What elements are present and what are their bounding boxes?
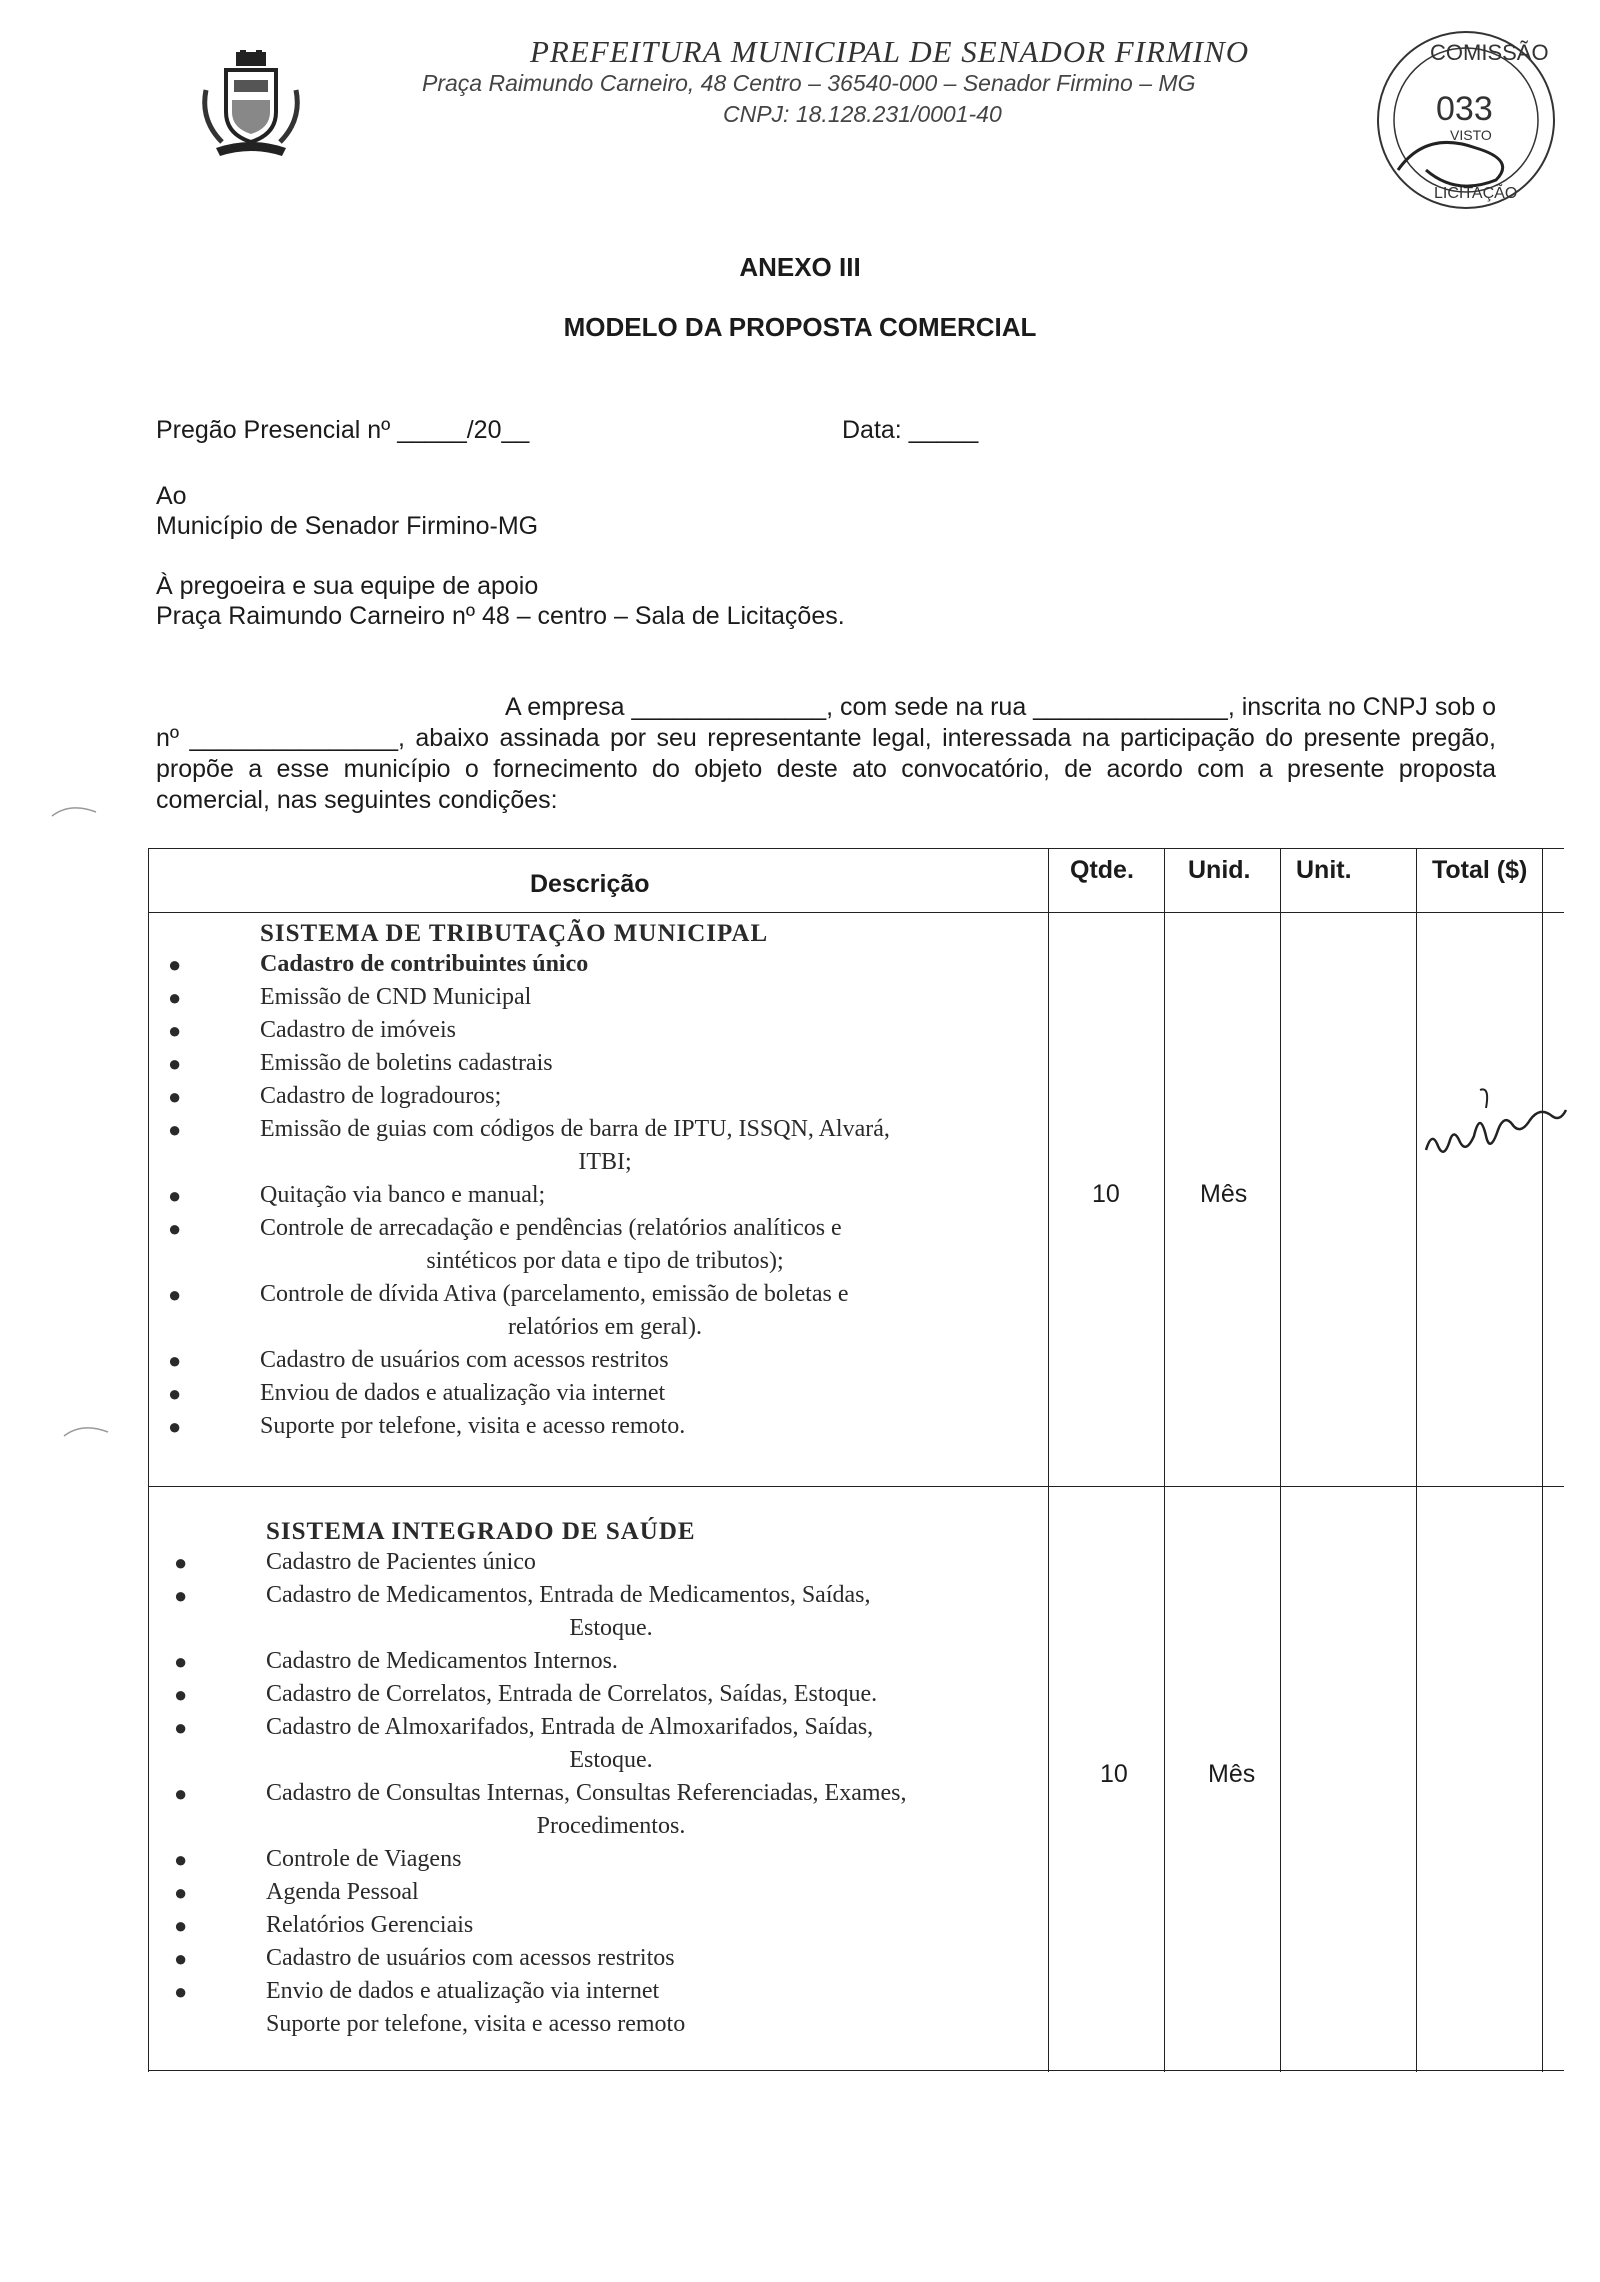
list-item: ● Quitação via banco e manual; (168, 1182, 546, 1208)
header-cnpj: CNPJ: 18.128.231/0001-40 (723, 101, 1002, 127)
list-item: ● Cadastro de usuários com acessos restritos (168, 1347, 669, 1373)
list-item: ● Cadastro de Pacientes único (174, 1549, 536, 1575)
list-item: ● Controle de Viagens (174, 1846, 462, 1872)
pregao-line: Pregão Presencial nº _____/20__ (156, 416, 530, 444)
list-item: ● Cadastro de usuários com acessos restritos (174, 1945, 675, 1971)
model-title: MODELO DA PROPOSTA COMERCIAL (563, 312, 1037, 342)
header-unit: Unit. (1296, 856, 1352, 884)
row-saude-title: SISTEMA INTEGRADO DE SAÚDE (266, 1518, 696, 1545)
list-item: ● Emissão de CND Municipal (168, 984, 532, 1010)
list-item: ● Cadastro de contribuintes único (168, 951, 589, 977)
list-item: ● Cadastro de Medicamentos Internos. (174, 1648, 618, 1674)
paragraph-rest: nº _______________, abaixo assinada por seu representante legal, interessada na participação do presente pregão, propõe a esse município o fornecimento do objeto deste ato convocatório, de acordo com a presente proposta comercial, nas seguintes condições: (156, 724, 1496, 814)
list-item: ● Controle de dívida Ativa (parcelamento, emissão de boletas e relatórios em geral). (168, 1281, 849, 1340)
stamp-page-number: 033 (1436, 90, 1493, 128)
margin-hole-mark-icon (50, 800, 100, 820)
proposal-table (148, 848, 1564, 2072)
list-item: ● Cadastro de Medicamentos, Entrada de Medicamentos, Saídas, Estoque. (174, 1582, 871, 1641)
row-tributacao-description (168, 920, 1040, 1443)
commission-stamp-icon (1366, 20, 1566, 220)
list-item: ● Emissão de guias com códigos de barra de IPTU, ISSQN, Alvará, ITBI; (168, 1116, 890, 1175)
recipient-pregoeira: À pregoeira e sua equipe de apoio (156, 572, 539, 600)
header-unid: Unid. (1188, 856, 1251, 884)
annex-title: ANEXO III (739, 252, 861, 282)
recipient-ao: Ao (156, 482, 187, 510)
list-item: ● Cadastro de logradouros; (168, 1083, 502, 1109)
list-item: ● Agenda Pessoal (174, 1879, 419, 1905)
list-item: ● Enviou de dados e atualização via internet (168, 1380, 666, 1406)
stamp-top-text: COMISSÃO (1430, 40, 1549, 65)
handwritten-initials-icon (1420, 1080, 1570, 1170)
header-qtde: Qtde. (1070, 856, 1134, 884)
list-item: ● Emissão de boletins cadastrais (168, 1050, 553, 1076)
list-item: ● Cadastro de Correlatos, Entrada de Correlatos, Saídas, Estoque. (174, 1681, 878, 1707)
header-total: Total ($) (1432, 856, 1528, 884)
row-saude-unid: Mês (1208, 1760, 1256, 1788)
stamp-signature-icon (1398, 142, 1503, 186)
list-item: ● Controle de arrecadação e pendências (relatórios analíticos e sintéticos por data e tipo de tributos); (168, 1215, 842, 1274)
list-item: ● Relatórios Gerenciais (174, 1912, 474, 1938)
municipal-crest-icon (196, 50, 306, 160)
header-address: Praça Raimundo Carneiro, 48 Centro – 36540-000 – Senador Firmino – MG (422, 70, 1196, 96)
row-tributacao-qtde: 10 (1092, 1180, 1120, 1208)
date-line: Data: _____ (842, 416, 979, 444)
margin-hole-mark-icon (62, 1420, 112, 1440)
list-item: ● Suporte por telefone, visita e acesso remoto. (168, 1413, 686, 1439)
list-item: ● Cadastro de Consultas Internas, Consultas Referenciadas, Exames, Procedimentos. (174, 1780, 907, 1839)
stamp-middle-text: VISTO (1450, 127, 1492, 143)
paragraph-lead: A empresa ______________, com sede na rua ______________, inscrita no CNPJ sob o (505, 693, 1496, 721)
list-item: ● Cadastro de imóveis (168, 1017, 456, 1043)
proposal-paragraph (156, 692, 1496, 816)
recipient-municipio: Município de Senador Firmino-MG (156, 512, 539, 540)
row-saude-description (174, 1518, 1046, 2041)
header-descricao: Descrição (530, 870, 650, 898)
list-item: Suporte por telefone, visita e acesso remoto (266, 2011, 686, 2037)
list-item: ● Cadastro de Almoxarifados, Entrada de Almoxarifados, Saídas, Estoque. (174, 1714, 874, 1773)
row-tributacao-unid: Mês (1200, 1180, 1248, 1208)
stamp-bottom-text: LICITAÇÃO (1434, 185, 1518, 202)
list-item: ● Envio de dados e atualização via internet (174, 1978, 660, 2004)
row-saude-qtde: 10 (1100, 1760, 1128, 1788)
row-tributacao-title: SISTEMA DE TRIBUTAÇÃO MUNICIPAL (260, 920, 769, 947)
header-title: PREFEITURA MUNICIPAL DE SENADOR FIRMINO (530, 34, 1250, 69)
recipient-address: Praça Raimundo Carneiro nº 48 – centro – Sala de Licitações. (156, 602, 845, 630)
